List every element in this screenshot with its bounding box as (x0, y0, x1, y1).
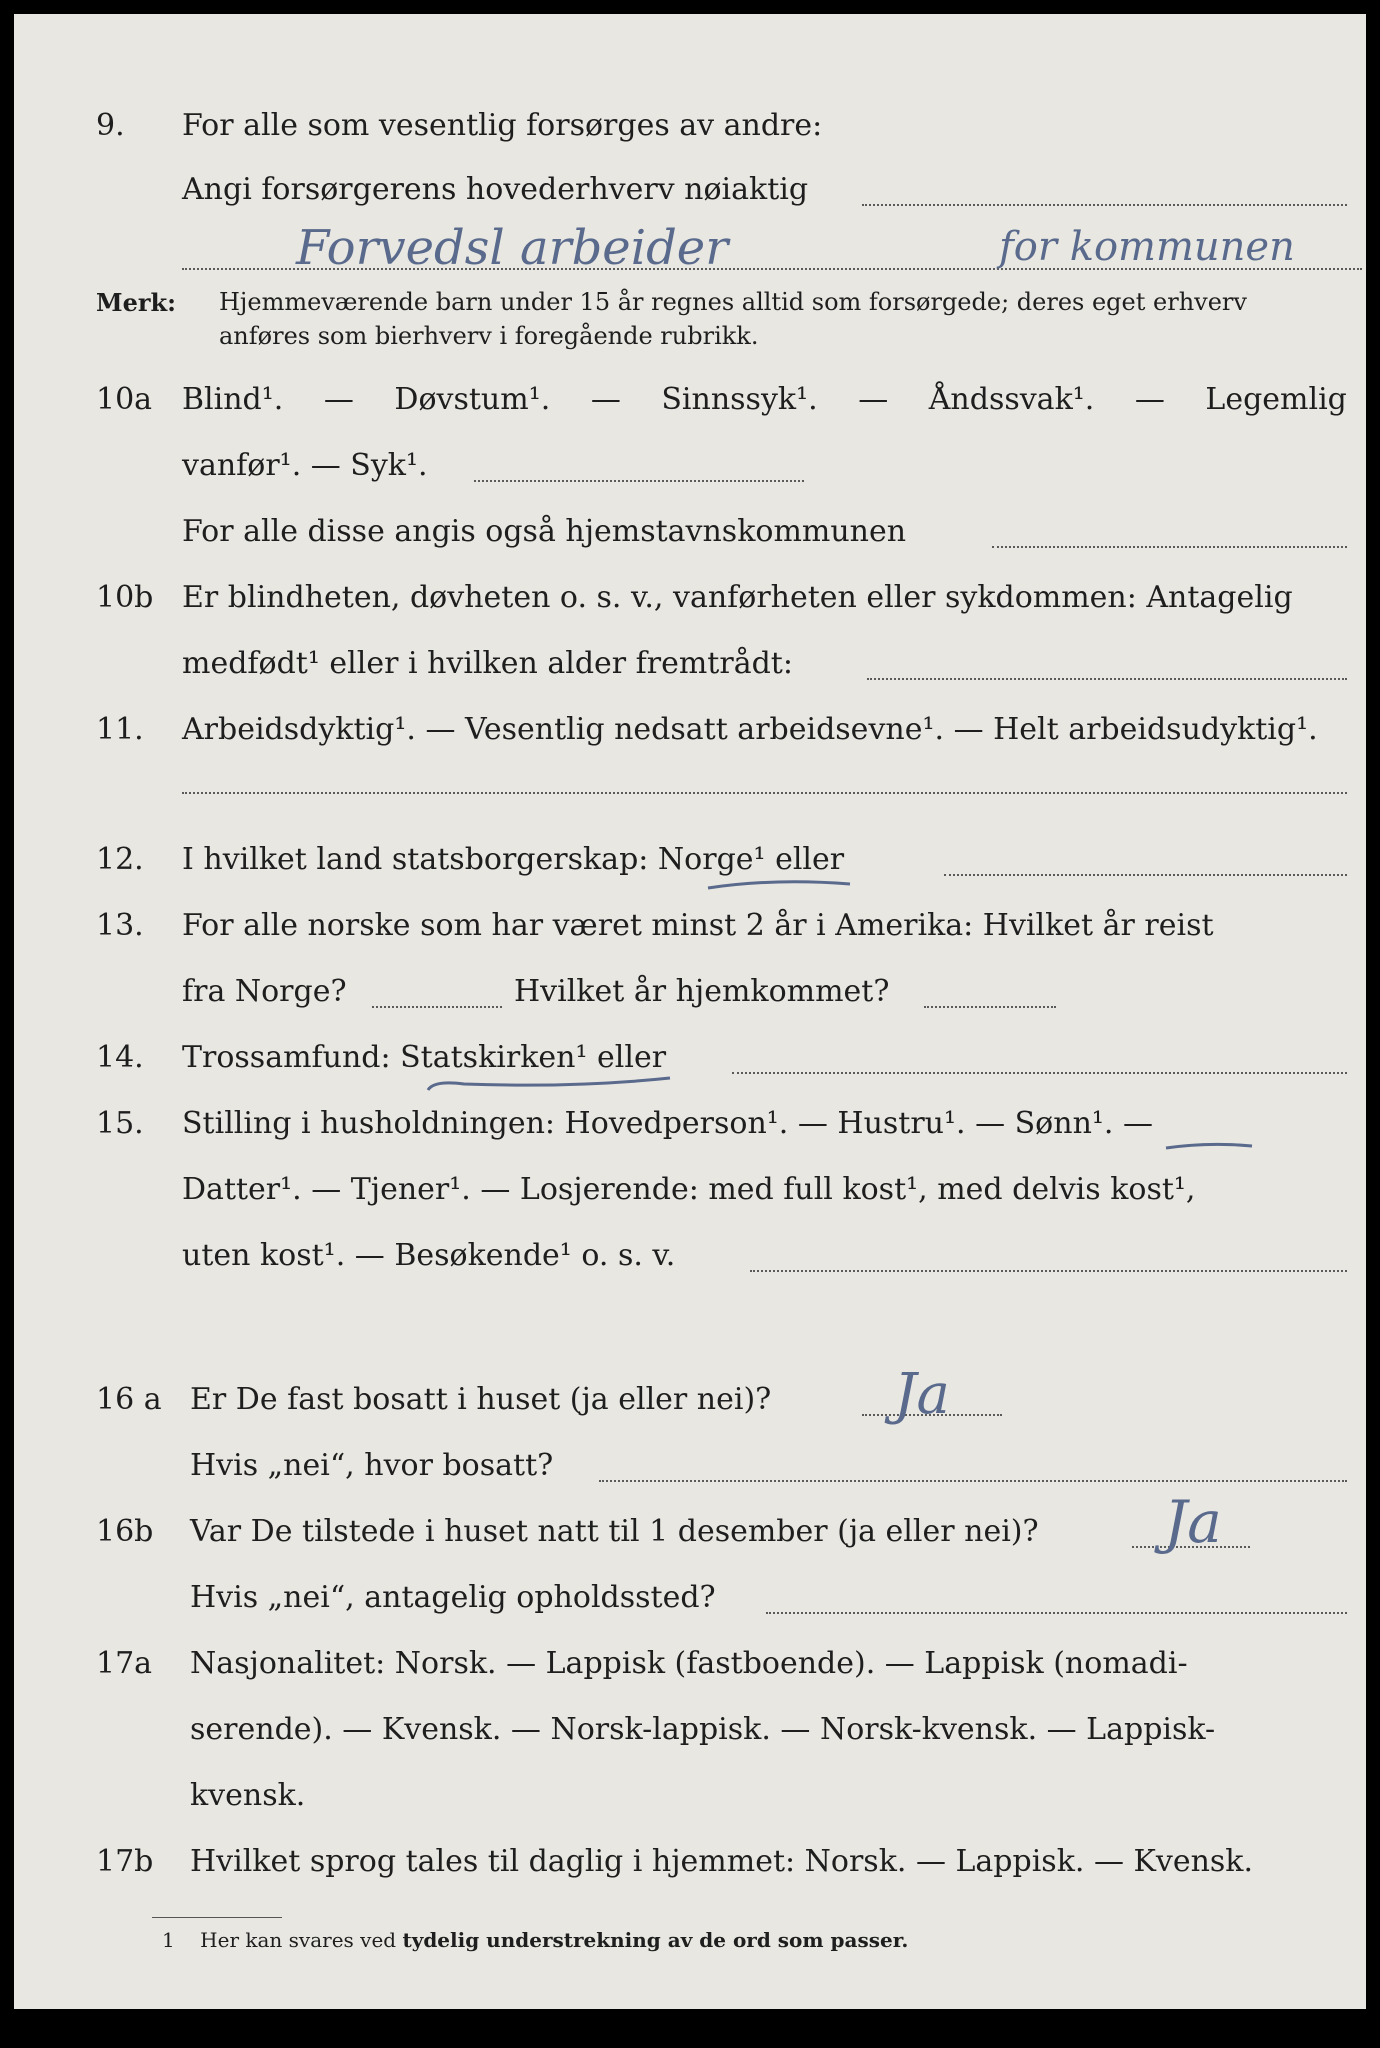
q11-answer-row (14, 754, 1366, 804)
q16a-handwritten-answer: Ja (894, 1362, 950, 1427)
q15-row2 (14, 1166, 1366, 1216)
q17a-text-line1: Nasjonalitet: Norsk. — Lappisk (fastboende). — Lappisk (nomadi- (190, 1646, 1188, 1681)
q13-dotted-line1[interactable] (372, 1006, 502, 1008)
q10a-number: 10a (96, 382, 153, 417)
q14-row1 (14, 1034, 1366, 1084)
q16b-row2 (14, 1574, 1366, 1624)
q16b-row1 (14, 1488, 1366, 1558)
q13-row1 (14, 902, 1366, 952)
q9-handwritten-answer2: for kommunen (999, 224, 1295, 270)
q10a-row2 (14, 442, 1366, 492)
q9-row1 (14, 102, 1366, 152)
q16a-text-line2: Hvis „nei“, hvor bosatt? (190, 1448, 554, 1483)
q14-text-line1: Trossamfund: Statskirken¹ eller (182, 1040, 667, 1075)
q14-statskirken-underline (424, 1074, 674, 1096)
q9-text-line1: For alle som vesentlig forsørges av andre: (182, 108, 823, 143)
q17b-text-line1: Hvilket sprog tales til daglig i hjemmet: Norsk. — Lappisk. — Kvensk. (190, 1844, 1254, 1879)
q16b-number: 16b (96, 1514, 154, 1549)
q16a-dotted-line2[interactable] (599, 1480, 1347, 1482)
q15-text-line3: uten kost¹. — Besøkende¹ o. s. v. (182, 1238, 676, 1273)
q11-dotted-line[interactable] (182, 792, 1347, 794)
q14-dotted-line[interactable] (732, 1072, 1347, 1074)
q10a-dotted-line2[interactable] (992, 546, 1347, 548)
q11-text-line1: Arbeidsdyktig¹. — Vesentlig nedsatt arbeidsevne¹. — Helt arbeidsudyktig¹. (182, 712, 1318, 747)
footnote-text-a: Her kan svares ved (200, 1928, 397, 1952)
q10b-row1 (14, 574, 1366, 624)
q16a-row2 (14, 1442, 1366, 1492)
q10a-row1 (14, 376, 1366, 426)
q17a-row2 (14, 1706, 1366, 1756)
q16b-text-line2: Hvis „nei“, antagelig opholdssted? (190, 1580, 716, 1615)
q9-dotted-line1 (862, 204, 1347, 206)
q15-dotted-line[interactable] (750, 1270, 1347, 1272)
census-form-page (14, 14, 1366, 2009)
footnote-mark: 1 (162, 1928, 175, 1952)
q15-row1 (14, 1100, 1366, 1150)
q16b-dotted-line2[interactable] (766, 1612, 1347, 1614)
q16b-text-line1: Var De tilstede i huset natt til 1 desember (ja eller nei)? (190, 1514, 1039, 1549)
q13-row2 (14, 968, 1366, 1018)
q15-number: 15. (96, 1106, 144, 1141)
q10b-text-line1: Er blindheten, døvheten o. s. v., vanførheten eller sykdommen: Antagelig (182, 580, 1293, 615)
q13-text-line1: For alle norske som har været minst 2 år i Amerika: Hvilket år reist (182, 908, 1214, 943)
q10a-word-5: Sinnssyk¹. (661, 382, 818, 417)
q17b-row1 (14, 1838, 1366, 1888)
merk-text-line1: Hjemmeværende barn under 15 år regnes alltid som forsørgede; deres eget erhverv (219, 288, 1247, 316)
q10a-word-7: Åndssvak¹. (928, 382, 1095, 417)
q9-answer-row (14, 220, 1366, 276)
footnote (162, 1928, 908, 1952)
q15-sonn-underline (1164, 1140, 1254, 1154)
q13-text-line2b: Hvilket år hjemkommet? (514, 974, 890, 1009)
q16b-handwritten-answer: Ja (1164, 1488, 1222, 1556)
q17b-number: 17b (96, 1844, 154, 1879)
q11-row1 (14, 706, 1366, 756)
q10a-options (182, 382, 1347, 417)
q15-text-line2: Datter¹. — Tjener¹. — Losjerende: med full kost¹, med delvis kost¹, (182, 1172, 1196, 1207)
q12-number: 12. (96, 842, 144, 877)
q10a-word-4: — (590, 382, 621, 417)
q11-number: 11. (96, 712, 144, 747)
q10a-word-8: — (1134, 382, 1165, 417)
q17a-row1 (14, 1640, 1366, 1690)
q9-text-line2: Angi forsørgerens hovederhverv nøiaktig (182, 172, 809, 207)
q9-handwritten-answer: Forvedsl arbeider (296, 220, 729, 276)
q12-text-line1: I hvilket land statsborgerskap: Norge¹ eller (182, 842, 845, 877)
q16a-number: 16 a (96, 1382, 162, 1417)
footnote-text-b: tydelig understrekning av de ord som passer. (402, 1928, 909, 1952)
q10a-text-line3: For alle disse angis også hjemstavnskommunen (182, 514, 907, 549)
q12-norge-underline (704, 876, 854, 896)
q17a-row3 (14, 1772, 1366, 1822)
q10a-word-2: — (323, 382, 354, 417)
q10a-text-line2: vanfør¹. — Syk¹. (182, 448, 428, 483)
q13-number: 13. (96, 908, 144, 943)
q15-row3 (14, 1232, 1366, 1282)
q10a-word-3: Døvstum¹. (394, 382, 551, 417)
q15-text-line1: Stilling i husholdningen: Hovedperson¹. — Hustru¹. — Sønn¹. — (182, 1106, 1153, 1141)
q16a-row1 (14, 1362, 1366, 1427)
footnote-rule (152, 1917, 282, 1918)
q10b-text-line2: medfødt¹ eller i hvilken alder fremtrådt: (182, 646, 793, 681)
q10b-row2 (14, 640, 1366, 690)
q17a-number: 17a (96, 1646, 153, 1681)
merk-label: Merk: (96, 288, 176, 317)
q10b-dotted-line[interactable] (867, 678, 1347, 680)
q10b-number: 10b (96, 580, 154, 615)
q17a-text-line2: serende). — Kvensk. — Norsk-lappisk. — Norsk-kvensk. — Lappisk- (190, 1712, 1216, 1747)
q9-number: 9. (96, 108, 125, 143)
q10a-word-9: Legemlig (1205, 382, 1347, 417)
q10a-word-1: Blind¹. (182, 382, 284, 417)
q12-dotted-line[interactable] (944, 874, 1347, 876)
merk-text-line2: anføres som bierhverv i foregående rubrikk. (219, 322, 759, 350)
q10a-row3 (14, 508, 1366, 558)
q9-row2 (14, 166, 1366, 216)
q10a-dotted-line1[interactable] (474, 480, 804, 482)
merk-note (14, 282, 1366, 352)
q10a-word-6: — (858, 382, 889, 417)
q16a-text-line1: Er De fast bosatt i huset (ja eller nei)? (190, 1382, 772, 1417)
q13-text-line2a: fra Norge? (182, 974, 347, 1009)
q13-dotted-line2[interactable] (924, 1006, 1056, 1008)
q17a-text-line3: kvensk. (190, 1778, 306, 1813)
q12-row1 (14, 836, 1366, 886)
q14-number: 14. (96, 1040, 144, 1075)
